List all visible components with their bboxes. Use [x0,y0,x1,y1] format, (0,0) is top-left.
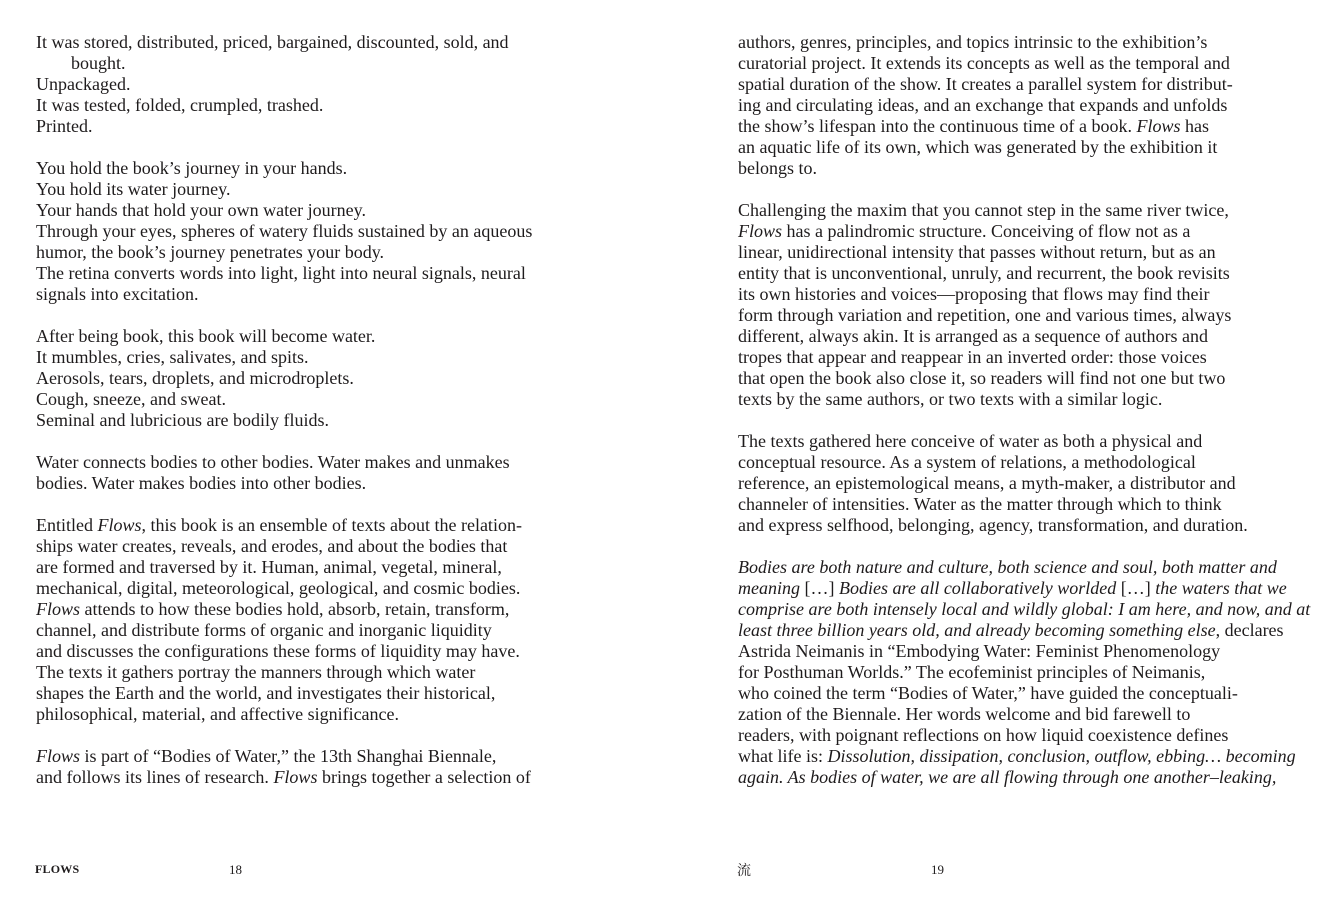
text-line: zation of the Biennale. Her words welcome and bid farewell to [738,704,1191,724]
italic-text: comprise are both intensely local and wildly global: I am here, and now, and at [738,599,1311,619]
text-run: is part of “Bodies of Water,” the 13th Shanghai Biennale, [80,746,497,766]
text-line: different, always akin. It is arranged as a sequence of authors and [738,326,1208,346]
text-run: […] [800,578,839,598]
running-head-left: FLOWS [35,862,80,876]
text-line: authors, genres, principles, and topics intrinsic to the exhibition’s [738,32,1208,52]
text-run: attends to how these bodies hold, absorb, retain, transform, [80,599,510,619]
italic-text: Bodies are both nature and culture, both science and soul, both matter and [738,557,1277,577]
page-number-right: 19 [931,862,944,877]
text-line: The texts gathered here conceive of water as both a physical and [738,431,1203,451]
text-line: Cough, sneeze, and sweat. [36,389,226,409]
italic-text: Flows [36,599,81,619]
text-run: , declares [1215,620,1284,640]
text-run: has a palindromic structure. Conceiving of flow not as a [782,221,1191,241]
text-line: Seminal and lubricious are bodily fluids. [36,410,329,430]
text-line: form through variation and repetition, one and various times, always [738,305,1232,325]
paragraph-gap [738,536,1310,557]
text-line [738,116,1310,137]
text-line: It mumbles, cries, salivates, and spits. [36,347,309,367]
text-line: and express selfhood, belonging, agency, transformation, and duration. [738,515,1248,535]
text-line: channel, and distribute forms of organic and inorganic liquidity [36,620,492,640]
italic-text: again. As bodies of water, we are all flowing through one another–leaking, [738,767,1277,787]
paragraph-gap [36,305,532,326]
italic-text: Dissolution, dissipation, conclusion, outflow, ebbing… becoming [827,746,1296,766]
text-line: entity that is unconventional, unruly, and recurrent, the book revisits [738,263,1230,283]
italic-text: meaning [738,578,800,598]
text-line: Challenging the maxim that you cannot step in the same river twice, [738,200,1229,220]
text-line: that open the book also close it, so readers will find not one but two [738,368,1226,388]
paragraph-gap [36,137,532,158]
text-line: and discusses the configurations these forms of liquidity may have. [36,641,520,661]
paragraph-gap [36,725,532,746]
text-line: It was tested, folded, crumpled, trashed. [36,95,324,115]
text-line: It was stored, distributed, priced, bargained, discounted, sold, and [36,32,509,52]
text-line: humor, the book’s journey penetrates your body. [36,242,385,262]
text-line [36,599,532,620]
text-line: After being book, this book will become water. [36,326,376,346]
italic-text: least three billion years old, and already becoming something else [738,620,1216,640]
text-line [36,746,532,767]
text-line: for Posthuman Worlds.” The ecofeminist principles of Neimanis, [738,662,1206,682]
text-line: Astrida Neimanis in “Embodying Water: Feminist Phenomenology [738,641,1221,661]
text-line: Unpackaged. [36,74,131,94]
text-run: Entitled [36,515,98,535]
text-line: Aerosols, tears, droplets, and microdroplets. [36,368,354,388]
italic-text: Bodies are all collaboratively worlded [839,578,1117,598]
text-line: signals into excitation. [36,284,199,304]
paragraph-gap [36,431,532,452]
text-run: has [1180,116,1209,136]
text-line: linear, unidirectional intensity that passes without return, but as an [738,242,1216,262]
text-line: who coined the term “Bodies of Water,” have guided the conceptuali- [738,683,1238,703]
text-line: You hold its water journey. [36,179,231,199]
text-line: its own histories and voices—proposing that flows may find their [738,284,1210,304]
text-line [36,515,532,536]
text-run: brings together a selection of [317,767,531,787]
italic-text: the waters that we [1155,578,1287,598]
text-line: Your hands that hold your own water journey. [36,200,366,220]
paragraph-gap [738,179,1310,200]
text-run: , this book is an ensemble of texts about the relation- [141,515,522,535]
text-line: shapes the Earth and the world, and investigates their historical, [36,683,496,703]
text-line: mechanical, digital, meteorological, geological, and cosmic bodies. [36,578,521,598]
text-run: […] [1116,578,1156,598]
text-line [738,620,1310,641]
italic-text: Flows [273,767,318,787]
left-page-body [36,32,532,788]
text-line: conceptual resource. As a system of relations, a methodological [738,452,1196,472]
text-line [36,767,532,788]
text-line [738,767,1310,788]
text-run: and follows its lines of research. [36,767,274,787]
italic-text: Flows [36,746,81,766]
text-line: curatorial project. It extends its concepts as well as the temporal and [738,53,1230,73]
text-line [738,599,1310,620]
text-line: reference, an epistemological means, a myth-maker, a distributor and [738,473,1236,493]
text-run: the show’s lifespan into the continuous time of a book. [738,116,1137,136]
text-line: bought. [71,53,126,73]
text-line: channeler of intensities. Water as the matter through which to think [738,494,1222,514]
text-line [738,557,1310,578]
text-line: bodies. Water makes bodies into other bodies. [36,473,367,493]
text-line: texts by the same authors, or two texts with a similar logic. [738,389,1163,409]
text-run: what life is: [738,746,828,766]
italic-text: Flows [97,515,142,535]
text-line: spatial duration of the show. It creates a parallel system for distribut- [738,74,1233,94]
text-line: are formed and traversed by it. Human, animal, vegetal, mineral, [36,557,502,577]
italic-text: Flows [738,221,783,241]
text-line: tropes that appear and reappear in an inverted order: those voices [738,347,1207,367]
text-line [738,221,1310,242]
italic-text: Flows [1136,116,1181,136]
paragraph-gap [738,410,1310,431]
text-line: Printed. [36,116,93,136]
text-line: You hold the book’s journey in your hands. [36,158,348,178]
right-page-body [738,32,1310,788]
paragraph-gap [36,494,532,515]
page-number-left: 18 [229,862,242,877]
text-line: philosophical, material, and affective significance. [36,704,400,724]
text-line: Through your eyes, spheres of watery fluids sustained by an aqueous [36,221,533,241]
text-line [738,578,1310,599]
text-line: Water connects bodies to other bodies. Water makes and unmakes [36,452,510,472]
text-line: ing and circulating ideas, and an exchange that expands and unfolds [738,95,1228,115]
text-line: an aquatic life of its own, which was generated by the exhibition it [738,137,1218,157]
text-line: readers, with poignant reflections on how liquid coexistence defines [738,725,1229,745]
text-line [738,746,1310,767]
text-line: ships water creates, reveals, and erodes, and about the bodies that [36,536,508,556]
running-head-right: 流 [737,864,751,879]
text-line: The texts it gathers portray the manners through which water [36,662,476,682]
text-line: belongs to. [738,158,817,178]
text-line: The retina converts words into light, light into neural signals, neural [36,263,526,283]
